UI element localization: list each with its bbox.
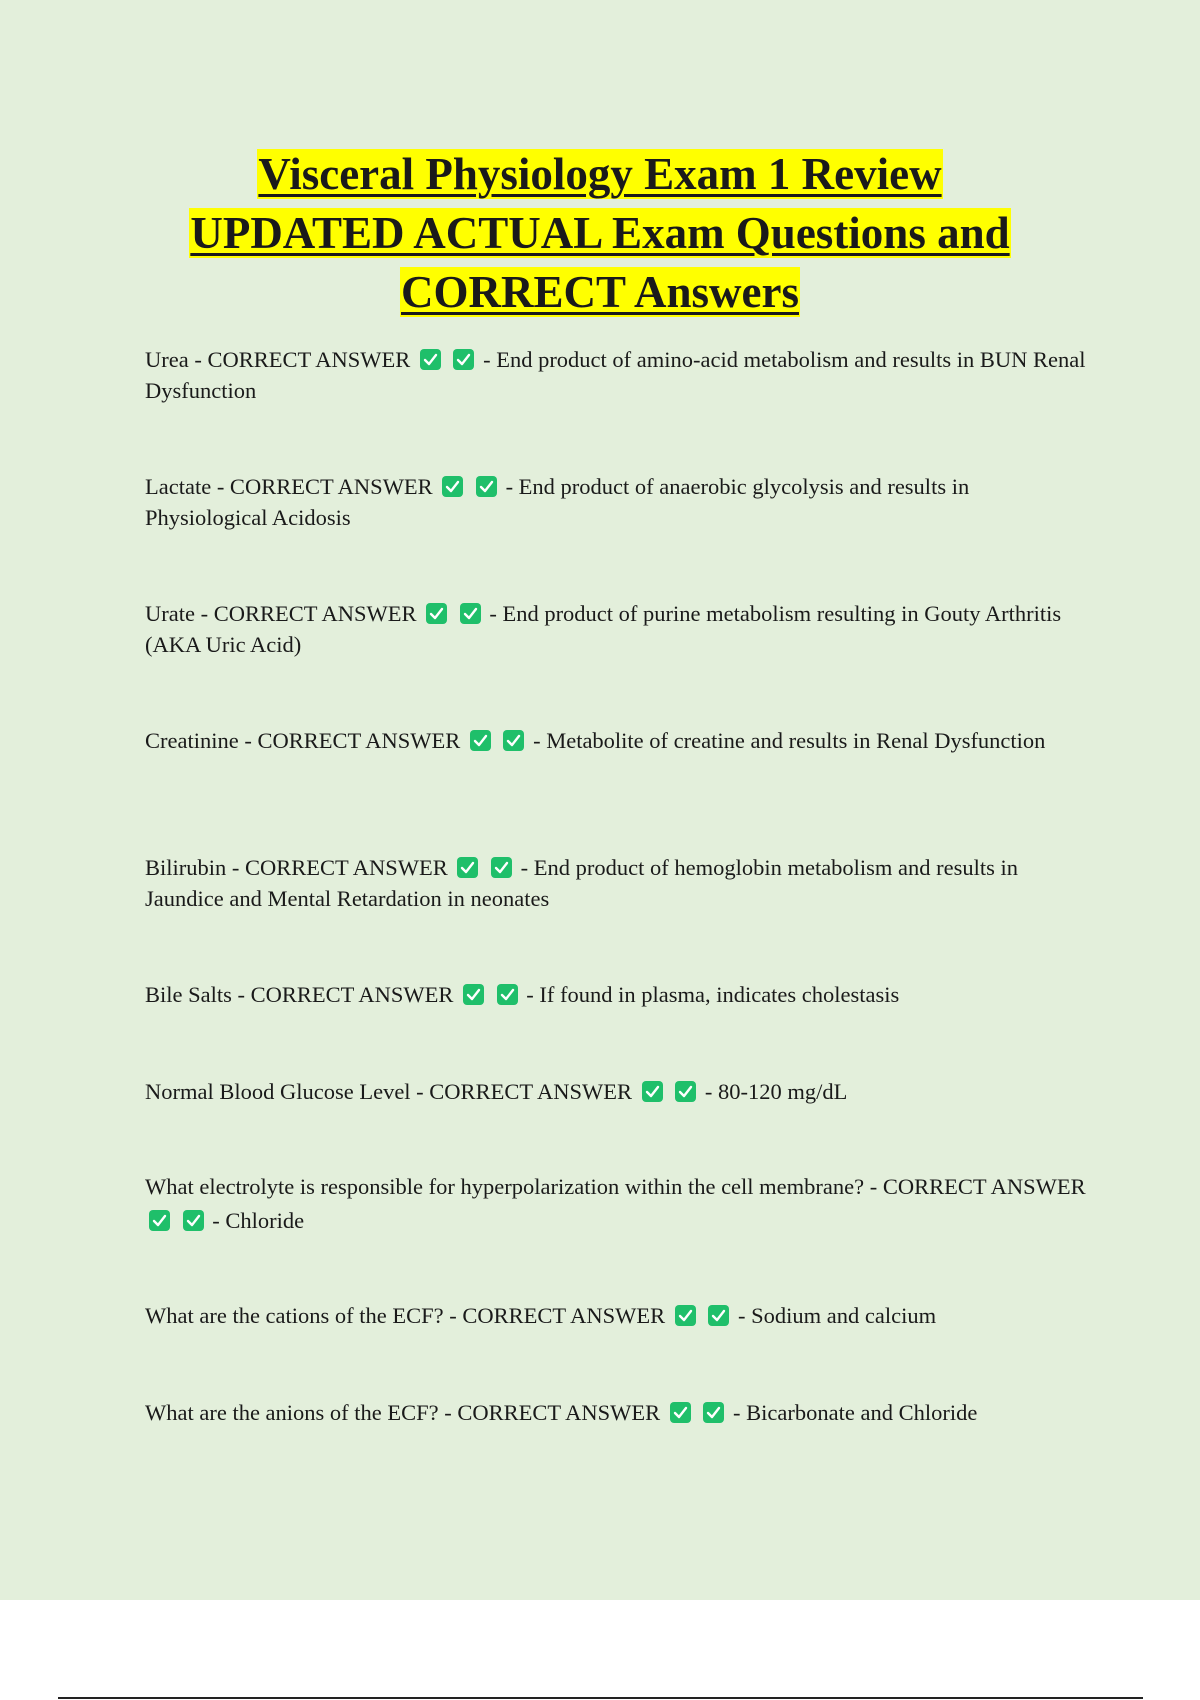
check-mark-icon	[420, 349, 441, 370]
title-line: Visceral Physiology Exam 1 Review	[258, 149, 942, 199]
check-mark-icon	[708, 1305, 729, 1326]
check-mark-icon	[476, 476, 497, 497]
qa-answer: - End product of hemoglobin metabolism and results in Jaundice and Mental Retardation in neonates	[145, 855, 1019, 911]
check-mark-icon	[453, 349, 474, 370]
qa-question: Bile Salts - CORRECT ANSWER	[145, 982, 454, 1007]
qa-question: Bilirubin - CORRECT ANSWER	[145, 855, 448, 880]
check-mark-icon	[675, 1305, 696, 1326]
qa-item	[145, 852, 1090, 914]
qa-item	[145, 471, 1090, 533]
qa-question: What electrolyte is responsible for hyperpolarization within the cell membrane? - CORRECT ANSWER	[145, 1174, 1086, 1199]
check-mark-icon	[426, 603, 447, 624]
qa-item	[145, 979, 1090, 1010]
qa-question: What are the anions of the ECF? - CORRECT ANSWER	[145, 1400, 661, 1425]
qa-question: What are the cations of the ECF? - CORRECT ANSWER	[145, 1303, 666, 1328]
qa-answer: - Bicarbonate and Chloride	[733, 1400, 978, 1425]
document-title	[100, 145, 1100, 322]
check-mark-icon	[183, 1210, 204, 1231]
qa-question: Normal Blood Glucose Level - CORRECT ANSWER	[145, 1079, 633, 1104]
check-mark-icon	[670, 1402, 691, 1423]
check-mark-icon	[497, 984, 518, 1005]
qa-question: Urea - CORRECT ANSWER	[145, 347, 411, 372]
check-mark-icon	[442, 476, 463, 497]
qa-item	[145, 725, 1090, 756]
check-mark-icon	[491, 857, 512, 878]
title-line: CORRECT Answers	[401, 267, 799, 317]
qa-answer: - End product of anaerobic glycolysis and results in Physiological Acidosis	[145, 474, 970, 530]
qa-answer: - Metabolite of creatine and results in Renal Dysfunction	[533, 728, 1046, 753]
check-mark-icon	[470, 730, 491, 751]
qa-answer: - 80-120 mg/dL	[704, 1079, 848, 1104]
qa-item	[145, 344, 1090, 406]
qa-item	[145, 598, 1090, 660]
check-mark-icon	[149, 1210, 170, 1231]
qa-answer: - End product of purine metabolism resulting in Gouty Arthritis (AKA Uric Acid)	[145, 601, 1062, 657]
check-mark-icon	[675, 1081, 696, 1102]
footer-divider	[58, 1697, 1143, 1699]
title-line: UPDATED ACTUAL Exam Questions and	[190, 208, 1010, 258]
qa-answer: - End product of amino-acid metabolism and results in BUN Renal Dysfunction	[145, 347, 1086, 403]
qa-item	[145, 1397, 1090, 1428]
qa-question: Lactate - CORRECT ANSWER	[145, 474, 433, 499]
check-mark-icon	[463, 984, 484, 1005]
qa-answer: - If found in plasma, indicates cholestasis	[526, 982, 900, 1007]
qa-item	[145, 1300, 1090, 1331]
qa-question: Urate - CORRECT ANSWER	[145, 601, 417, 626]
qa-question: Creatinine - CORRECT ANSWER	[145, 728, 461, 753]
qa-item	[145, 1076, 1090, 1107]
check-mark-icon	[460, 603, 481, 624]
qa-answer: - Chloride	[212, 1208, 305, 1233]
qa-item	[145, 1170, 1090, 1238]
check-mark-icon	[642, 1081, 663, 1102]
check-mark-icon	[503, 730, 524, 751]
qa-answer: - Sodium and calcium	[738, 1303, 937, 1328]
check-mark-icon	[457, 857, 478, 878]
check-mark-icon	[703, 1402, 724, 1423]
